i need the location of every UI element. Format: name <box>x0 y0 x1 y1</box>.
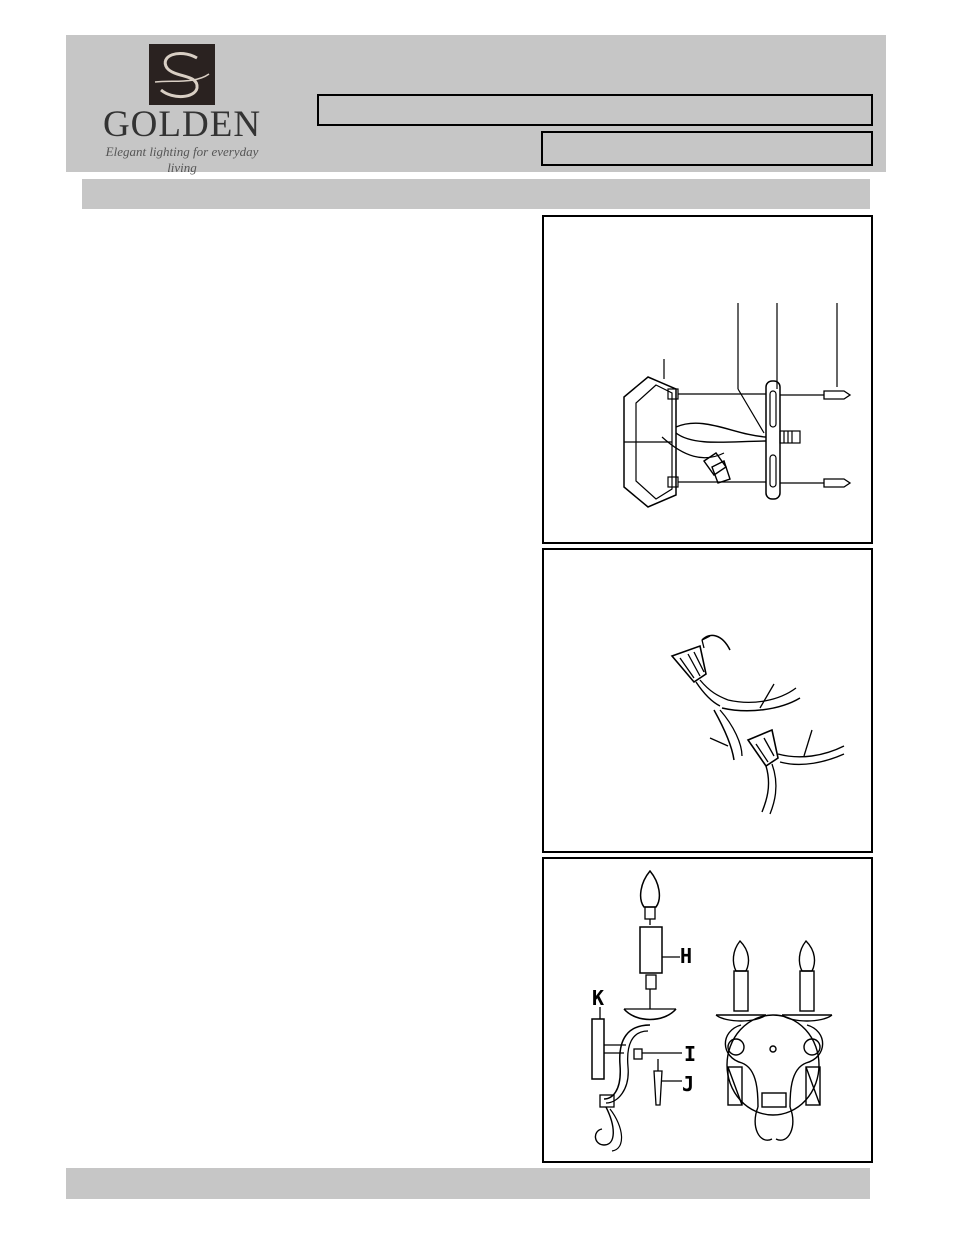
label-i: I <box>684 1042 697 1066</box>
model-number-box <box>541 131 873 166</box>
section-heading-bar <box>82 179 870 209</box>
brand-name: GOLDEN <box>102 104 262 145</box>
wiring-diagram-panel <box>542 548 873 853</box>
assembly-diagram <box>544 859 871 1161</box>
brand-tagline: Elegant lighting for everyday living <box>105 144 259 175</box>
mounting-diagram <box>544 217 871 542</box>
wiring-diagram <box>544 550 871 851</box>
assembly-diagram-panel <box>542 857 873 1163</box>
label-k: K <box>592 986 605 1010</box>
mounting-diagram-panel <box>542 215 873 544</box>
document-title-box <box>317 94 873 126</box>
label-j: J <box>682 1072 695 1096</box>
footer-bar <box>66 1168 870 1199</box>
brand-logo <box>97 43 267 175</box>
s-emblem-logo-icon <box>149 44 215 105</box>
label-h: H <box>680 944 693 968</box>
